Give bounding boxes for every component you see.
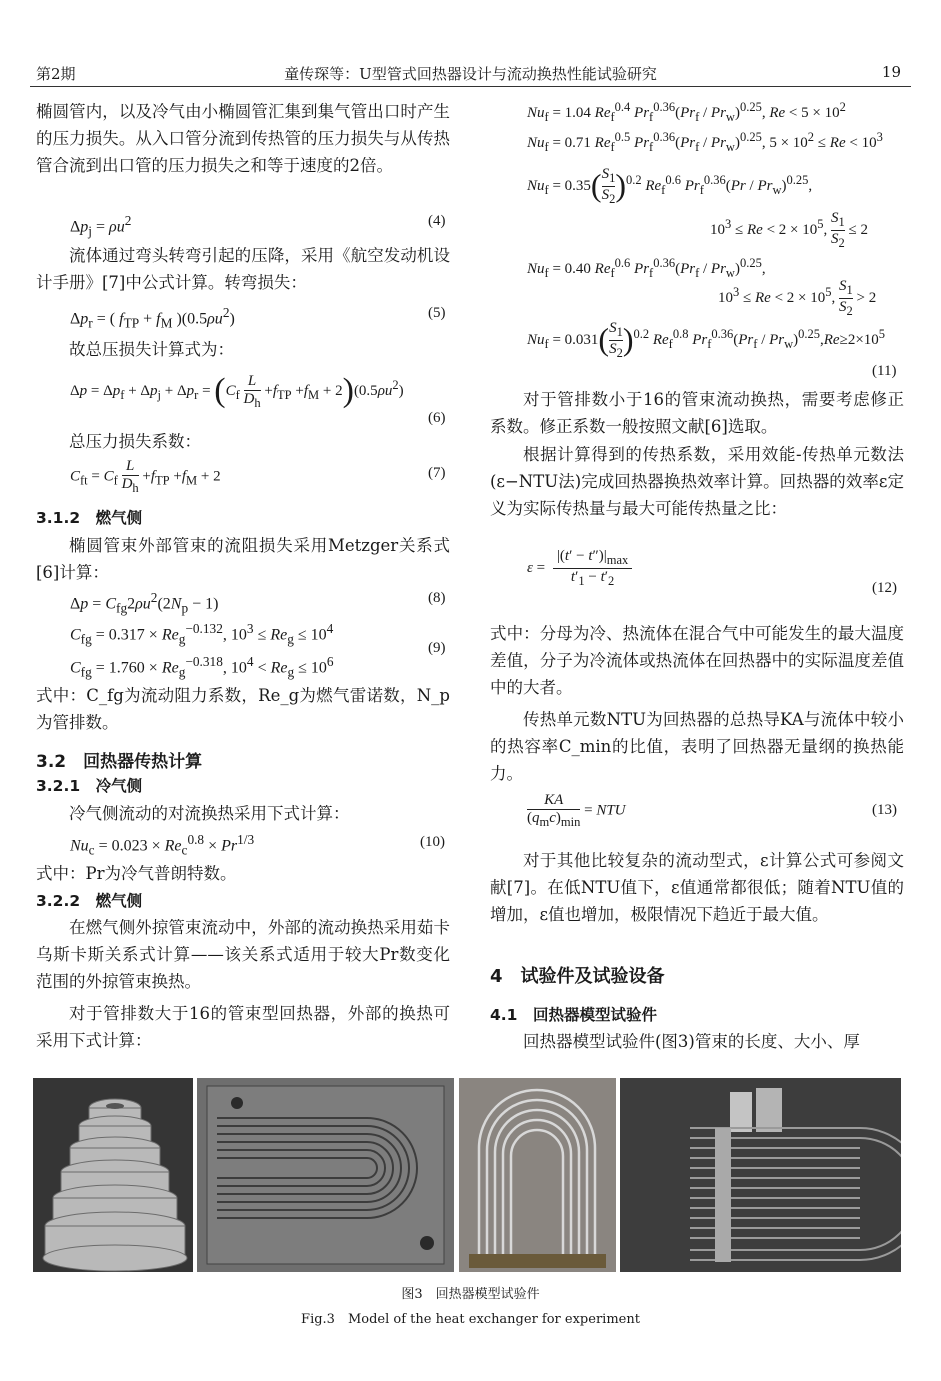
left-para-2: 流体通过弯头转弯引起的压降，采用《航空发动机设计手册》[7]中公式计算。转弯损失： bbox=[36, 246, 450, 292]
equation-7-number: (7) bbox=[428, 465, 446, 481]
equation-6-number: (6) bbox=[428, 410, 446, 426]
section-3-2-2-heading: 3.2.2 燃气侧 bbox=[36, 892, 143, 910]
left-para-9: 在燃气侧外掠管束流动中，外部的流动换热采用茹卡乌斯卡斯关系式计算——该关系式适用于较大Pr数变化范围的外掠管束换热。 bbox=[36, 918, 450, 991]
photo-stacked-discs bbox=[33, 1078, 193, 1272]
photo-mold-plate bbox=[197, 1078, 454, 1272]
section-3-1-2-heading: 3.1.2 燃气侧 bbox=[36, 509, 143, 527]
right-para-5: 对于其他比较复杂的流动型式，ε计算公式可参阅文献[7]。在低NTU值下，ε值通常都很低；随着NTU值的增加，ε值也增加，极限情况下趋近于最大值。 bbox=[490, 851, 904, 924]
running-title: 童传琛等：U型管式回热器设计与流动换热性能试验研究 bbox=[284, 65, 657, 83]
right-para-3: 式中：分母为冷、热流体在混合气中可能发生的最大温度差值，分子为冷流体或热流体在回热器中的实际温度差值中的大者。 bbox=[490, 624, 904, 697]
equation-5-number: (5) bbox=[428, 305, 446, 321]
section-4-heading: 4 试验件及试验设备 bbox=[490, 966, 665, 987]
equation-13: KA $(q_mc)_{min}$ = NTU bbox=[527, 792, 626, 829]
left-para-10: 对于管排数大于16的管束型回热器，外部的换热可采用下式计算： bbox=[36, 1004, 450, 1050]
equation-11c-range: $10^3 \le Re < 2 \times 10^5$, $\frac{S_1}{S_2}$ ≤ 2 bbox=[710, 210, 868, 250]
equation-11-number: (11) bbox=[872, 363, 897, 379]
equation-6: $\Delta p = \Delta p_f + \Delta p_j + \Delta p_r = (C_f$ $\frac{L}{D_h}$ $+f_{TP} +f_M + 2)(0.5\rho u^2)$ bbox=[70, 372, 404, 410]
equation-13-number: (13) bbox=[872, 802, 897, 818]
equation-11e: $Nu_f = 0.031$( $\frac{S_1}{S_2}$ )$^{0.2}$ $Re_f^{0.8}$ $Pr_f^{0.36}(Pr_f / Pr_w)^{0.25},Re\ge 2\times 10^5$ bbox=[527, 320, 886, 360]
photo-heat-exchanger-assembly bbox=[620, 1078, 901, 1272]
equation-8: $\Delta p = C_{fg}2\rho u^2(2N_p - 1)$ bbox=[70, 590, 219, 616]
right-para-4: 传热单元数NTU为回热器的总热导KA与流体中较小的热容率C_min的比值，表明了回热器无量纲的换热能力。 bbox=[490, 710, 904, 783]
equation-4: $\Delta p_j = \rho u^2$ bbox=[70, 213, 132, 239]
right-para-1: 对于管排数小于16的管束流动换热，需要考虑修正系数。修正系数一般按照文献[6]选取。 bbox=[490, 390, 904, 436]
left-para-7: 冷气侧流动的对流换热采用下式计算： bbox=[69, 804, 350, 823]
equation-4-number: (4) bbox=[428, 213, 446, 229]
equation-9a: $C_{fg} = 0.317 \times Re_g^{-0.132}$, $10^3 \le Re_g \le 10^4$ bbox=[70, 621, 334, 647]
equation-12-number: (12) bbox=[872, 580, 897, 596]
left-para-3: 故总压损失计算式为： bbox=[69, 340, 234, 359]
equation-11d: $Nu_f = 0.40$ $Re_f^{0.6}$ $Pr_f^{0.36}(Pr_f / Pr_w)^{0.25}$, bbox=[527, 256, 766, 280]
left-para-8: 式中：Pr为冷气普朗特数。 bbox=[36, 864, 237, 883]
equation-12: ε = $|(t' - t'')|_{max}$ $t'_1 - t'_2$ bbox=[527, 548, 632, 589]
left-para-6: 式中：C_fg为流动阻力系数，Re_g为燃气雷诺数，N_p为管排数。 bbox=[36, 686, 450, 732]
right-para-2: 根据计算得到的传热系数，采用效能-传热单元数法(ε−NTU法)完成回热器换热效率计算。回热器的效率ε定义为实际传热量与最大可能传热量之比： bbox=[490, 445, 904, 518]
equation-10-number: (10) bbox=[420, 834, 445, 850]
journal-issue: 第2期 bbox=[36, 65, 76, 83]
left-para-5: 椭圆管束外部管束的流阻损失采用Metzger关系式[6]计算： bbox=[36, 536, 450, 582]
left-para-1: 椭圆管内，以及冷气由小椭圆管汇集到集气管出口时产生的压力损失。从入口管分流到传热管的压力损失与从传热管合流到出口管的压力损失之和等于速度的2倍。 bbox=[36, 102, 450, 175]
equation-10: $Nu_c = 0.023 \times Re_c^{0.8} \times Pr^{1/3}$ bbox=[70, 832, 255, 858]
header-rule bbox=[30, 86, 911, 87]
figure-caption-cn: 图3 回热器模型试验件 bbox=[401, 1287, 540, 1302]
equation-9b: $C_{fg} = 1.760 \times Re_g^{-0.318}$, $10^4 < Re_g \le 10^6$ bbox=[70, 654, 334, 680]
equation-9-number: (9) bbox=[428, 640, 446, 656]
equation-11b: $Nu_f = 0.71$ $Re_f^{0.5}$ $Pr_f^{0.36}(Pr_f / Pr_w)^{0.25}$, $5 \times 10^2 \le Re < 10^3$ bbox=[527, 130, 883, 154]
right-para-6: 回热器模型试验件(图3)管束的长度、大小、厚 bbox=[523, 1032, 860, 1051]
section-4-1-heading: 4.1 回热器模型试验件 bbox=[490, 1006, 657, 1024]
equation-11a: $Nu_f = 1.04$ $Re_f^{0.4}$ $Pr_f^{0.36}(Pr_f / Pr_w)^{0.25}$, $Re < 5 \times 10^2$ bbox=[527, 100, 846, 124]
equation-8-number: (8) bbox=[428, 590, 446, 606]
photo-u-tube-bundle bbox=[459, 1078, 616, 1272]
section-3-2-1-heading: 3.2.1 冷气侧 bbox=[36, 777, 143, 795]
page-number: 19 bbox=[881, 63, 901, 81]
section-3-2-heading: 3.2 回热器传热计算 bbox=[36, 752, 203, 772]
equation-5: $\Delta p_r$ = ( $f_{TP} + f_M$ )$(0.5\rho u^2)$ bbox=[70, 305, 235, 331]
left-para-4: 总压力损失系数： bbox=[69, 432, 201, 451]
equation-11d-range: $10^3 \le Re < 2 \times 10^5$, $\frac{S_1}{S_2}$ > 2 bbox=[718, 278, 877, 318]
equation-11c: $Nu_f = 0.35$( $\frac{S_1}{S_2}$ )$^{0.2}$ $Re_f^{0.6}$ $Pr_f^{0.36}(Pr / Pr_w)^{0.25}$, bbox=[527, 166, 813, 206]
figure-caption-en: Fig.3 Model of the heat exchanger for experiment bbox=[301, 1312, 640, 1327]
equation-7: $C_{ft} = C_f$ $\frac{L}{D_h}$ $+f_{TP} +f_M + 2$ bbox=[70, 458, 221, 495]
